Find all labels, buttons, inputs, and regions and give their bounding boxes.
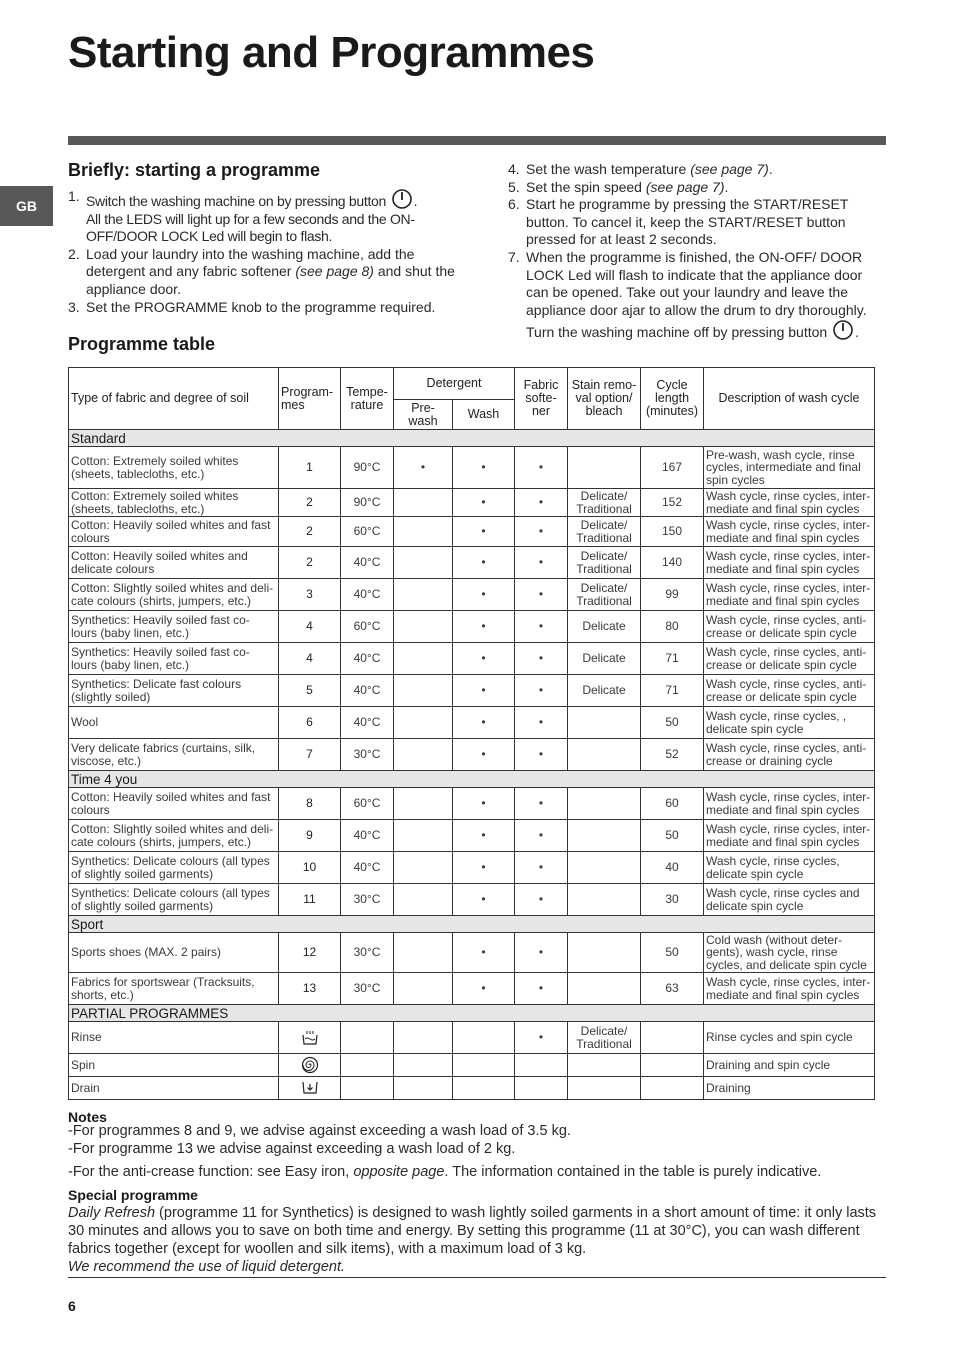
cell-programme: 11 <box>279 884 341 916</box>
cell-temperature: 40°C <box>341 643 394 675</box>
note-line: -For programmes 8 and 9, we advise against exceeding a wash load of 3.5 kg. <box>68 1123 571 1139</box>
cell-programme: 9 <box>279 820 341 852</box>
cell-programme: 1 <box>279 447 341 489</box>
cell-cycle-length <box>641 1054 704 1077</box>
steps-right <box>508 161 878 342</box>
note-line: -For programme 13 we advise against exceeding a wash load of 2 kg. <box>68 1141 516 1157</box>
cell-stain-removal <box>568 1077 641 1100</box>
cell-type: Cotton: Extremely soiled whites (sheets, tablecloths, etc.) <box>69 447 279 489</box>
cell-prewash <box>394 739 453 771</box>
cell-cycle-length: 40 <box>641 852 704 884</box>
cell-softener: • <box>515 517 568 547</box>
cell-temperature: 60°C <box>341 788 394 820</box>
cell-softener <box>515 1077 568 1100</box>
cell-prewash <box>394 1077 453 1100</box>
header-temperature: Tempe- rature <box>341 368 394 430</box>
cell-stain-removal <box>568 788 641 820</box>
cell-prewash <box>394 933 453 973</box>
cell-description: Draining <box>704 1077 875 1100</box>
programme-table-heading: Programme table <box>68 334 216 354</box>
cell-temperature: 40°C <box>341 675 394 707</box>
cell-cycle-length: 99 <box>641 579 704 611</box>
programme-table-body <box>69 430 875 1100</box>
cell-description: Wash cycle, rinse cycles, anti- crease or draining cycle <box>704 739 875 771</box>
cell-description: Pre-wash, wash cycle, rinse cycles, intermediate and final spin cycles <box>704 447 875 489</box>
header-wash: Wash <box>453 400 515 430</box>
cell-type: Synthetics: Heavily soiled fast co- lours (baby linen, etc.) <box>69 611 279 643</box>
cell-temperature: 40°C <box>341 852 394 884</box>
cell-temperature: 30°C <box>341 739 394 771</box>
cell-wash: • <box>453 643 515 675</box>
cell-prewash <box>394 852 453 884</box>
cell-prewash <box>394 611 453 643</box>
cell-wash: • <box>453 707 515 739</box>
cell-description: Wash cycle, rinse cycles, inter- mediate and final spin cycles <box>704 547 875 579</box>
cell-type: Sports shoes (MAX. 2 pairs) <box>69 933 279 973</box>
cell-wash: • <box>453 933 515 973</box>
cell-description: Wash cycle, rinse cycles, anti- crease or delicate spin cycle <box>704 643 875 675</box>
table-row <box>69 739 875 771</box>
cell-softener: • <box>515 547 568 579</box>
cell-wash: • <box>453 611 515 643</box>
cell-temperature <box>341 1054 394 1077</box>
cell-description: Wash cycle, rinse cycles, anti- crease or delicate spin cycle <box>704 675 875 707</box>
table-row <box>69 517 875 547</box>
notes-block <box>68 1108 888 1181</box>
cell-temperature: 30°C <box>341 973 394 1005</box>
cell-type: Synthetics: Delicate colours (all types of slightly soiled garments) <box>69 884 279 916</box>
cell-wash: • <box>453 852 515 884</box>
cell-softener: • <box>515 675 568 707</box>
cell-stain-removal <box>568 933 641 973</box>
cell-cycle-length: 52 <box>641 739 704 771</box>
cell-prewash <box>394 973 453 1005</box>
cell-type: Very delicate fabrics (curtains, silk, viscose, etc.) <box>69 739 279 771</box>
cell-description: Wash cycle, rinse cycles, , delicate spin cycle <box>704 707 875 739</box>
cell-softener: • <box>515 884 568 916</box>
cell-cycle-length: 80 <box>641 611 704 643</box>
cell-prewash <box>394 547 453 579</box>
cell-prewash <box>394 675 453 707</box>
cell-temperature <box>341 1022 394 1054</box>
section-row <box>69 916 875 933</box>
header-stain-removal: Stain remo- val option/ bleach <box>568 368 641 430</box>
table-row <box>69 788 875 820</box>
cell-wash: • <box>453 489 515 517</box>
table-row <box>69 852 875 884</box>
table-row <box>69 489 875 517</box>
cell-softener: • <box>515 489 568 517</box>
cell-description: Wash cycle, rinse cycles, inter- mediate and final spin cycles <box>704 579 875 611</box>
power-button-icon <box>391 188 413 210</box>
cell-prewash <box>394 1054 453 1077</box>
cell-cycle-length: 50 <box>641 933 704 973</box>
cell-programme: 7 <box>279 739 341 771</box>
cell-wash: • <box>453 547 515 579</box>
header-programmes: Program- mes <box>279 368 341 430</box>
cell-type: Wool <box>69 707 279 739</box>
header-description: Description of wash cycle <box>704 368 875 430</box>
cell-type: Cotton: Slightly soiled whites and deli- cate colours (shirts, jumpers, etc.) <box>69 820 279 852</box>
header-cycle-length: Cycle length (minutes) <box>641 368 704 430</box>
header-prewash: Pre- wash <box>394 400 453 430</box>
cell-cycle-length <box>641 1077 704 1100</box>
programme-table <box>68 367 875 1100</box>
cell-programme: 2 <box>279 547 341 579</box>
table-row <box>69 973 875 1005</box>
cell-softener: • <box>515 852 568 884</box>
cell-softener: • <box>515 973 568 1005</box>
cell-programme: 10 <box>279 852 341 884</box>
step-4: 4. Set the wash temperature (see page 7). <box>508 161 773 177</box>
cell-programme: 8 <box>279 788 341 820</box>
cell-softener: • <box>515 611 568 643</box>
cell-stain-removal: Delicate/ Traditional <box>568 547 641 579</box>
cell-cycle-length: 71 <box>641 643 704 675</box>
cell-temperature: 30°C <box>341 933 394 973</box>
cell-type: Cotton: Extremely soiled whites (sheets, tablecloths, etc.) <box>69 489 279 517</box>
cell-wash: • <box>453 675 515 707</box>
cell-temperature: 40°C <box>341 579 394 611</box>
header-fabric-softener: Fabric softe- ner <box>515 368 568 430</box>
cell-programme: 2 <box>279 489 341 517</box>
section-title: Sport <box>69 916 875 933</box>
cell-softener: • <box>515 447 568 489</box>
page-title: Starting and Programmes <box>68 28 595 77</box>
cell-description: Wash cycle, rinse cycles, inter- mediate and final spin cycles <box>704 788 875 820</box>
cell-stain-removal <box>568 1054 641 1077</box>
notes-heading: Notes <box>68 1109 107 1125</box>
cell-programme <box>279 1054 341 1077</box>
cell-temperature: 90°C <box>341 447 394 489</box>
table-row <box>69 611 875 643</box>
cell-prewash <box>394 643 453 675</box>
cell-programme: 6 <box>279 707 341 739</box>
cell-stain-removal: Delicate <box>568 611 641 643</box>
cell-programme: 13 <box>279 973 341 1005</box>
cell-programme: 4 <box>279 611 341 643</box>
section-title: Standard <box>69 430 875 447</box>
cell-softener: • <box>515 579 568 611</box>
cell-prewash <box>394 489 453 517</box>
cell-stain-removal <box>568 884 641 916</box>
table-row <box>69 707 875 739</box>
table-row <box>69 884 875 916</box>
cell-cycle-length: 30 <box>641 884 704 916</box>
cell-prewash <box>394 579 453 611</box>
cell-description: Rinse cycles and spin cycle <box>704 1022 875 1054</box>
page-number: 6 <box>68 1298 76 1314</box>
cell-softener: • <box>515 643 568 675</box>
cell-cycle-length: 71 <box>641 675 704 707</box>
cell-stain-removal: Delicate/ Traditional <box>568 517 641 547</box>
cell-description: Wash cycle, rinse cycles and delicate spin cycle <box>704 884 875 916</box>
cell-type: Synthetics: Heavily soiled fast co- lours (baby linen, etc.) <box>69 643 279 675</box>
steps-left <box>68 188 468 316</box>
cell-stain-removal <box>568 739 641 771</box>
cell-softener: • <box>515 1022 568 1054</box>
cell-type: Synthetics: Delicate fast colours (slightly soiled) <box>69 675 279 707</box>
cell-cycle-length: 50 <box>641 707 704 739</box>
cell-type: Cotton: Heavily soiled whites and fast colours <box>69 788 279 820</box>
step-2: 2. Load your laundry into the washing machine, add the detergent and any fabric softener (see page 8) and shut the appliance door. <box>68 245 455 297</box>
cell-wash <box>453 1054 515 1077</box>
cell-wash: • <box>453 820 515 852</box>
cell-wash <box>453 1022 515 1054</box>
header-type: Type of fabric and degree of soil <box>69 368 279 430</box>
cell-description: Wash cycle, rinse cycles, inter- mediate and final spin cycles <box>704 973 875 1005</box>
table-row <box>69 1077 875 1100</box>
cell-prewash <box>394 788 453 820</box>
step-6: 6. Start he programme by pressing the START/RESET button. To cancel it, keep the START/RESET button pressed for at least 2 seconds. <box>508 196 849 248</box>
cell-description: Cold wash (without deter- gents), wash cycle, rinse cycles, and delicate spin cycle <box>704 933 875 973</box>
cell-softener: • <box>515 933 568 973</box>
cell-temperature <box>341 1077 394 1100</box>
table-row <box>69 547 875 579</box>
section-row <box>69 430 875 447</box>
cell-temperature: 30°C <box>341 884 394 916</box>
cell-stain-removal <box>568 447 641 489</box>
header-rule <box>68 136 886 145</box>
cell-type: Drain <box>69 1077 279 1100</box>
cell-cycle-length: 140 <box>641 547 704 579</box>
cell-stain-removal <box>568 820 641 852</box>
cell-wash: • <box>453 579 515 611</box>
cell-description: Wash cycle, rinse cycles, inter- mediate and final spin cycles <box>704 820 875 852</box>
cell-softener: • <box>515 739 568 771</box>
cell-stain-removal: Delicate/ Traditional <box>568 1022 641 1054</box>
cell-description: Draining and spin cycle <box>704 1054 875 1077</box>
cell-type: Fabrics for sportswear (Tracksuits, shorts, etc.) <box>69 973 279 1005</box>
cell-softener: • <box>515 707 568 739</box>
special-body: Daily Refresh (programme 11 for Synthetics) is designed to wash lightly soiled garments in a short amount of time: it only lasts 30 minutes and allows you to save on both time and energy. By setting this programme (11 at 30°C), you can wash different fabrics together (except for woollen and silk items), with a maximum load of 3 kg. <box>68 1205 877 1257</box>
spin-icon <box>301 1056 319 1074</box>
cell-cycle-length: 152 <box>641 489 704 517</box>
cell-softener <box>515 1054 568 1077</box>
special-heading: Special programme <box>68 1187 198 1203</box>
cell-wash: • <box>453 517 515 547</box>
step-1: 1. Switch the washing machine on by pressing button . All the LEDS will light up for a few seconds and the ON-OFF/DOOR LOCK Led will begin to flash. <box>68 188 418 245</box>
power-button-icon <box>832 319 854 341</box>
cell-softener: • <box>515 788 568 820</box>
cell-programme: 3 <box>279 579 341 611</box>
special-tip: We recommend the use of liquid detergent. <box>68 1259 346 1275</box>
cell-temperature: 40°C <box>341 707 394 739</box>
cell-type: Synthetics: Delicate colours (all types of slightly soiled garments) <box>69 852 279 884</box>
section-row <box>69 1005 875 1022</box>
cell-stain-removal <box>568 707 641 739</box>
table-row <box>69 1022 875 1054</box>
cell-stain-removal: Delicate/ Traditional <box>568 489 641 517</box>
step-5: 5. Set the spin speed (see page 7). <box>508 178 729 195</box>
cell-wash: • <box>453 973 515 1005</box>
cell-programme: 4 <box>279 643 341 675</box>
cell-programme: 5 <box>279 675 341 707</box>
cell-type: Cotton: Heavily soiled whites and delicate colours <box>69 547 279 579</box>
cell-stain-removal <box>568 973 641 1005</box>
cell-cycle-length <box>641 1022 704 1054</box>
section-row <box>69 771 875 788</box>
language-tab: GB <box>0 186 53 226</box>
cell-stain-removal: Delicate <box>568 675 641 707</box>
special-programme-block <box>68 1186 890 1276</box>
cell-temperature: 60°C <box>341 611 394 643</box>
cell-description: Wash cycle, rinse cycles, delicate spin cycle <box>704 852 875 884</box>
cell-cycle-length: 60 <box>641 788 704 820</box>
cell-wash: • <box>453 788 515 820</box>
cell-prewash <box>394 1022 453 1054</box>
table-row <box>69 675 875 707</box>
cell-type: Cotton: Heavily soiled whites and fast colours <box>69 517 279 547</box>
drain-icon <box>301 1080 319 1096</box>
cell-cycle-length: 50 <box>641 820 704 852</box>
briefly-heading: Briefly: starting a programme <box>68 160 321 180</box>
cell-stain-removal: Delicate/ Traditional <box>568 579 641 611</box>
cell-type: Cotton: Slightly soiled whites and deli- cate colours (shirts, jumpers, etc.) <box>69 579 279 611</box>
cell-prewash <box>394 517 453 547</box>
rinse-icon <box>301 1030 319 1046</box>
table-row <box>69 933 875 973</box>
header-detergent: Detergent <box>394 368 515 400</box>
cell-softener: • <box>515 820 568 852</box>
step-3: 3. Set the PROGRAMME knob to the programme required. <box>68 298 436 315</box>
cell-prewash <box>394 707 453 739</box>
cell-stain-removal <box>568 852 641 884</box>
cell-programme <box>279 1077 341 1100</box>
table-row <box>69 643 875 675</box>
cell-temperature: 60°C <box>341 517 394 547</box>
cell-programme: 12 <box>279 933 341 973</box>
cell-wash: • <box>453 447 515 489</box>
cell-prewash <box>394 820 453 852</box>
cell-stain-removal: Delicate <box>568 643 641 675</box>
cell-temperature: 40°C <box>341 820 394 852</box>
cell-wash <box>453 1077 515 1100</box>
section-title: PARTIAL PROGRAMMES <box>69 1005 875 1022</box>
step-7: 7. When the programme is finished, the ON-OFF/ DOOR LOCK Led will flash to indicate that the appliance door can be opened. Take out your laundry and leave the appliance door ajar to allow the drum to dry thoroughly. Turn the washing machine off by pressing button . <box>508 248 867 341</box>
cell-prewash <box>394 884 453 916</box>
cell-cycle-length: 167 <box>641 447 704 489</box>
cell-cycle-length: 63 <box>641 973 704 1005</box>
table-row <box>69 447 875 489</box>
cell-description: Wash cycle, rinse cycles, inter- mediate and final spin cycles <box>704 489 875 517</box>
section-title: Time 4 you <box>69 771 875 788</box>
cell-temperature: 40°C <box>341 547 394 579</box>
cell-description: Wash cycle, rinse cycles, anti- crease or delicate spin cycle <box>704 611 875 643</box>
cell-wash: • <box>453 884 515 916</box>
cell-prewash: • <box>394 447 453 489</box>
cell-programme: 2 <box>279 517 341 547</box>
table-row <box>69 579 875 611</box>
table-row <box>69 1054 875 1077</box>
cell-wash: • <box>453 739 515 771</box>
cell-cycle-length: 150 <box>641 517 704 547</box>
note-line: -For the anti-crease function: see Easy iron, opposite page. The information contained in the table is purely indicative. <box>68 1164 822 1180</box>
cell-type: Rinse <box>69 1022 279 1054</box>
cell-description: Wash cycle, rinse cycles, inter- mediate and final spin cycles <box>704 517 875 547</box>
footer-rule <box>68 1277 886 1278</box>
cell-temperature: 90°C <box>341 489 394 517</box>
cell-type: Spin <box>69 1054 279 1077</box>
table-row <box>69 820 875 852</box>
cell-programme <box>279 1022 341 1054</box>
